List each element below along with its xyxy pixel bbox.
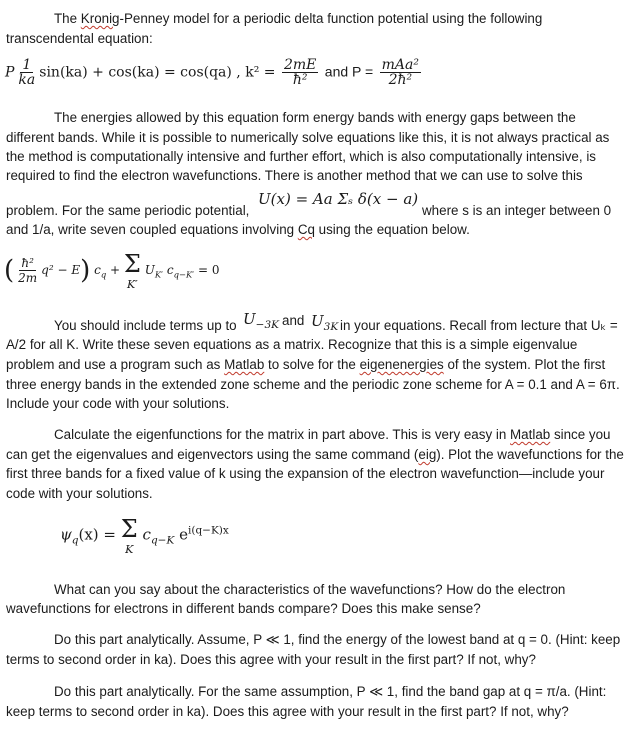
central-equation: ( $\frac{\text{ħ²}}{2m}$ q² − E) $c_q$ + Σ K′ $U_{K'}$ $c_{q-K'} = 0$	[4, 250, 220, 291]
p3-line5: Include your code with your solutions.	[6, 396, 230, 411]
p1-line2: transcendental equation:	[6, 31, 153, 46]
u-minus-3k: $U_{-3K}$	[243, 310, 279, 331]
p2-line4: required to find the electron wavefunctions. There is another method that we can use to solve this	[6, 168, 583, 183]
spellcheck-word: Matlab	[510, 427, 551, 442]
spellcheck-word: Kronig	[80, 11, 120, 26]
p3-line1-post: in your equations. Recall from lecture that Uₖ =	[340, 318, 618, 333]
p4-line2: can get the eigenvalues and eigenvectors using the same command (eig). Plot the wavefunctions for the	[6, 447, 624, 462]
p1-line1: The Kronig-Penney model for a periodic delta function potential using the following	[54, 11, 543, 26]
p6-line1: Do this part analytically. Assume, P ≪ 1, find the energy of the lowest band at q = 0. (Hint: keep	[54, 632, 621, 647]
p7-line1: Do this part analytically. For the same assumption, P ≪ 1, find the band gap at q = π/a. (Hint:	[54, 684, 607, 699]
p2-line5-pre: problem. For the same periodic potential,	[6, 203, 250, 218]
p3-line3: problem and use a program such as Matlab to solve for the eigenenergies of the system. Plot the first	[6, 357, 606, 372]
wavefunction-equation: $\psi_q(x)$ = Σ K $c_{q-K}$ $e^{i(q-K)x}$	[60, 515, 229, 556]
spellcheck-word: Cq	[297, 222, 315, 237]
p4-line3: first three bands for a fixed value of k using the expansion of the electron wavefunction—include your	[6, 466, 605, 481]
p7-line2: keep terms to second order in ka). Does this agree with your result in the first part? If not, why?	[6, 704, 569, 719]
spellcheck-word: eigenenergies	[359, 357, 444, 372]
spellcheck-word: Matlab	[224, 357, 265, 372]
p2-line5-post: where s is an integer between 0	[422, 203, 612, 218]
potential-equation: U(x) = Aa Σₛ δ(x − a)	[258, 190, 419, 208]
u-3k: $U_{3K}$	[311, 312, 339, 333]
p6-line2: terms to second order in ka). Does this agree with your result in the first part? If not, why?	[6, 652, 536, 667]
p3-and: and	[282, 313, 305, 328]
p5-line2: wavefunctions for electrons in different bands compare? Does this make sense?	[6, 601, 481, 616]
p3-line1-pre: You should include terms up to	[54, 318, 237, 333]
equation-transcendental: P $\frac{1}{ka}$ sin(ka) + cos(ka) = cos(qa) , k² = $\frac{2mE}{\text{ħ²}}$ and P = $\frac{\text{mAa²}}{\text{2ħ²}}$	[5, 57, 420, 88]
p4-line1: Calculate the eigenfunctions for the matrix in part above. This is very easy in Matlab since you	[54, 427, 611, 442]
p2-line3: the method is computationally intensive and further effort, which is also computationally intensive, is	[6, 149, 596, 164]
p4-line4: code with your solutions.	[6, 486, 153, 501]
p5-line1: What can you say about the characteristics of the wavefunctions? How do the electron	[54, 582, 566, 597]
p3-line4: three energy bands in the extended zone scheme and the periodic zone scheme for A = 0.1 and A = 6π.	[6, 377, 620, 392]
p2-line6: and 1/a, write seven coupled equations involving Cq using the equation below.	[6, 222, 470, 237]
spellcheck-word: eig	[418, 447, 437, 462]
p3-line2: A/2 for all K. Write these seven equations as a matrix. Recognize that this is a simple eigenvalue	[6, 337, 578, 352]
p2-line2: different bands. While it is possible to numerically solve equations like this, it is not always practical as	[6, 130, 610, 145]
p2-line1: The energies allowed by this equation form energy bands with energy gaps between the	[54, 110, 576, 125]
